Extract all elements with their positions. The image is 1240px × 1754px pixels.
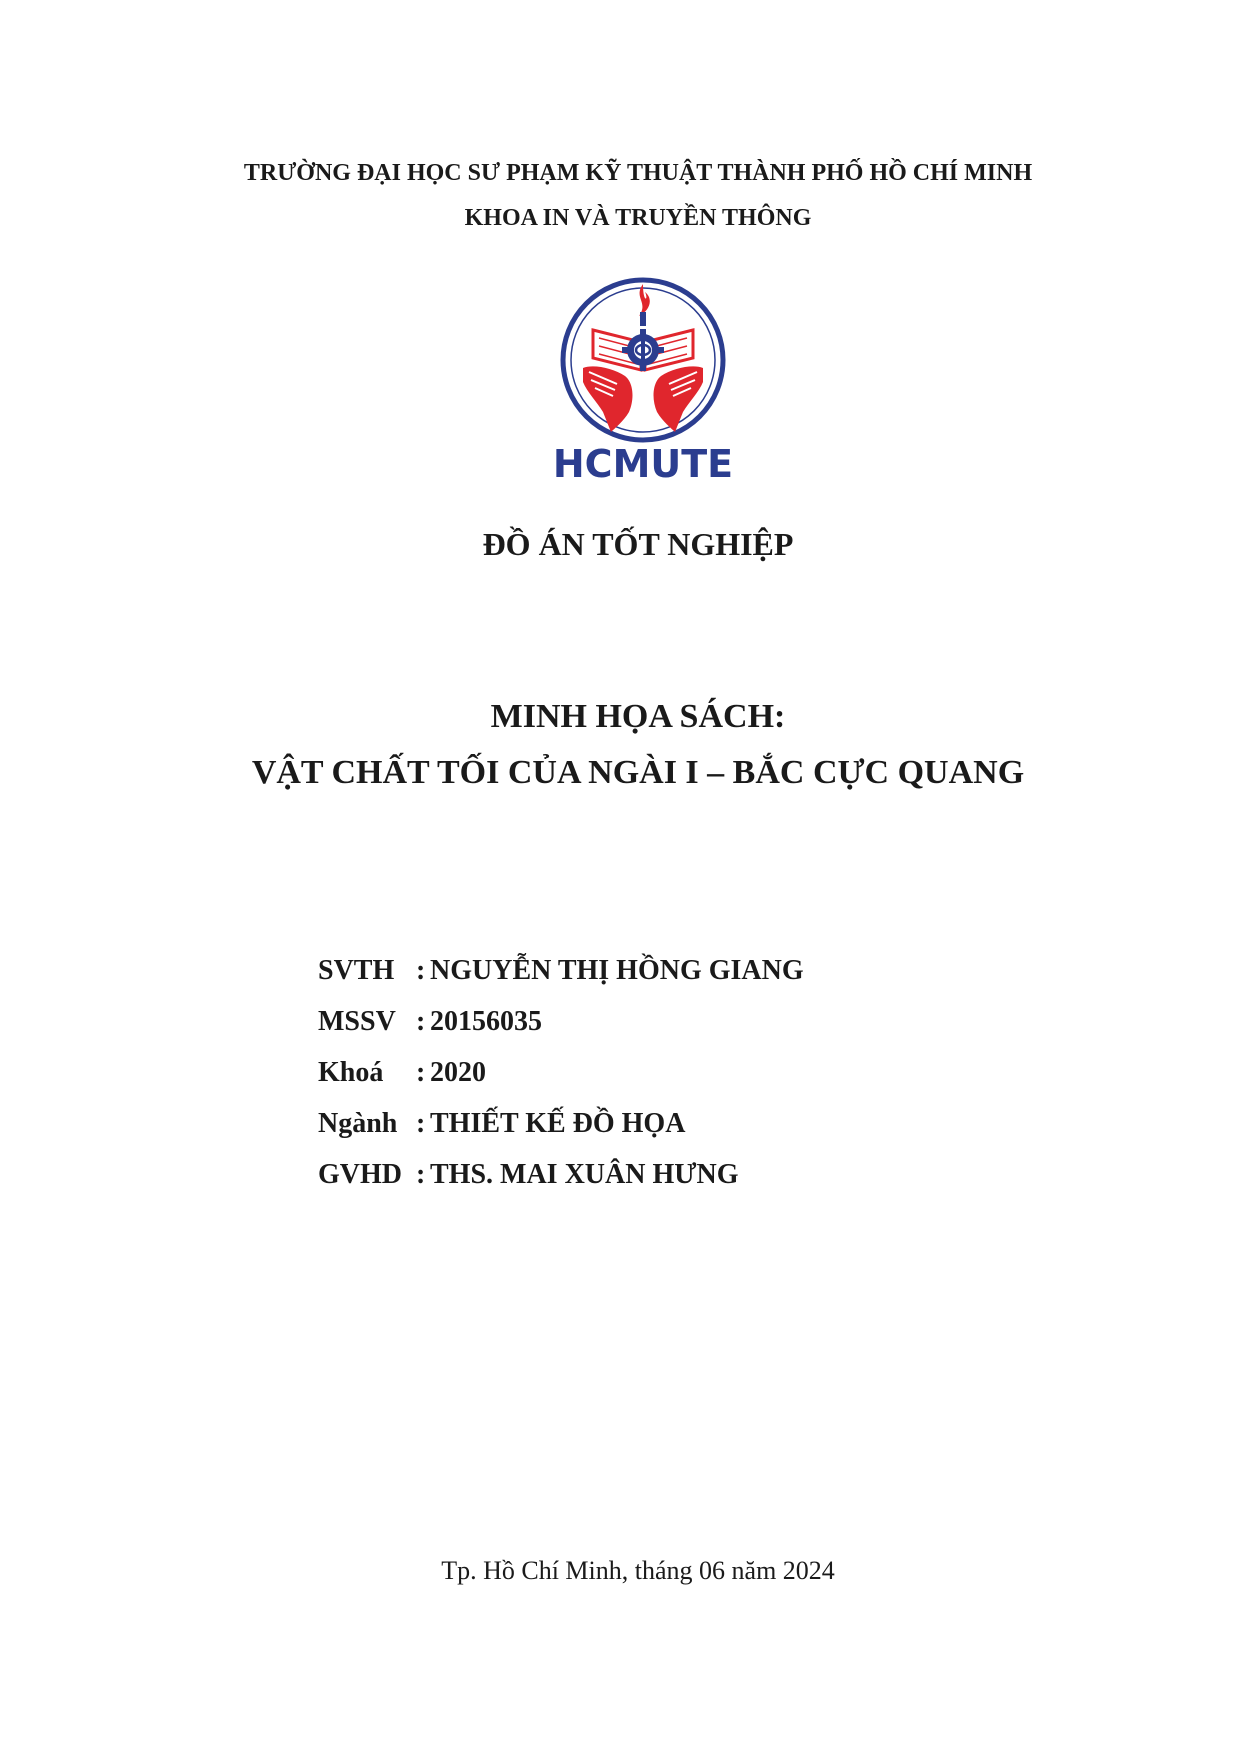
info-separator: : xyxy=(416,1056,426,1088)
info-separator: : xyxy=(416,1158,426,1190)
info-value: 2020 xyxy=(430,1056,486,1088)
info-row-mssv xyxy=(318,996,804,1047)
info-value: 20156035 xyxy=(430,1005,542,1037)
place-and-date: Tp. Hồ Chí Minh, tháng 06 năm 2024 xyxy=(441,1556,835,1585)
info-separator: : xyxy=(416,954,426,986)
school-name: TRƯỜNG ĐẠI HỌC SƯ PHẠM KỸ THUẬT THÀNH PHỐ HỒ CHÍ MINH xyxy=(243,160,1033,186)
info-value: THIẾT KẾ ĐỒ HỌA xyxy=(430,1107,686,1139)
info-separator: : xyxy=(416,1107,426,1139)
title-line-2: VẬT CHẤT TỐI CỦA NGÀI I – BẮC CỰC QUANG xyxy=(251,754,1025,791)
logo-wordmark: HCMUTE xyxy=(553,442,733,486)
info-row-gvhd xyxy=(318,1149,804,1200)
info-separator: : xyxy=(416,1005,426,1037)
info-label: MSSV xyxy=(318,1005,396,1037)
info-row-svth xyxy=(318,945,804,996)
info-label: SVTH xyxy=(318,954,395,986)
document-type: ĐỒ ÁN TỐT NGHIỆP xyxy=(482,526,794,562)
info-row-khoa xyxy=(318,1047,804,1098)
student-info xyxy=(318,945,804,1200)
info-label: GVHD xyxy=(318,1158,402,1190)
info-value: THS. MAI XUÂN HƯNG xyxy=(430,1158,739,1190)
title-line-1: MINH HỌA SÁCH: xyxy=(490,698,786,735)
info-row-nganh xyxy=(318,1098,804,1149)
faculty-name: KHOA IN VÀ TRUYỀN THÔNG xyxy=(464,205,812,231)
info-label: Ngành xyxy=(318,1107,398,1139)
info-label: Khoá xyxy=(318,1056,384,1088)
info-value: NGUYỄN THỊ HỒNG GIANG xyxy=(430,954,804,986)
hcmute-logo-icon xyxy=(553,272,733,492)
